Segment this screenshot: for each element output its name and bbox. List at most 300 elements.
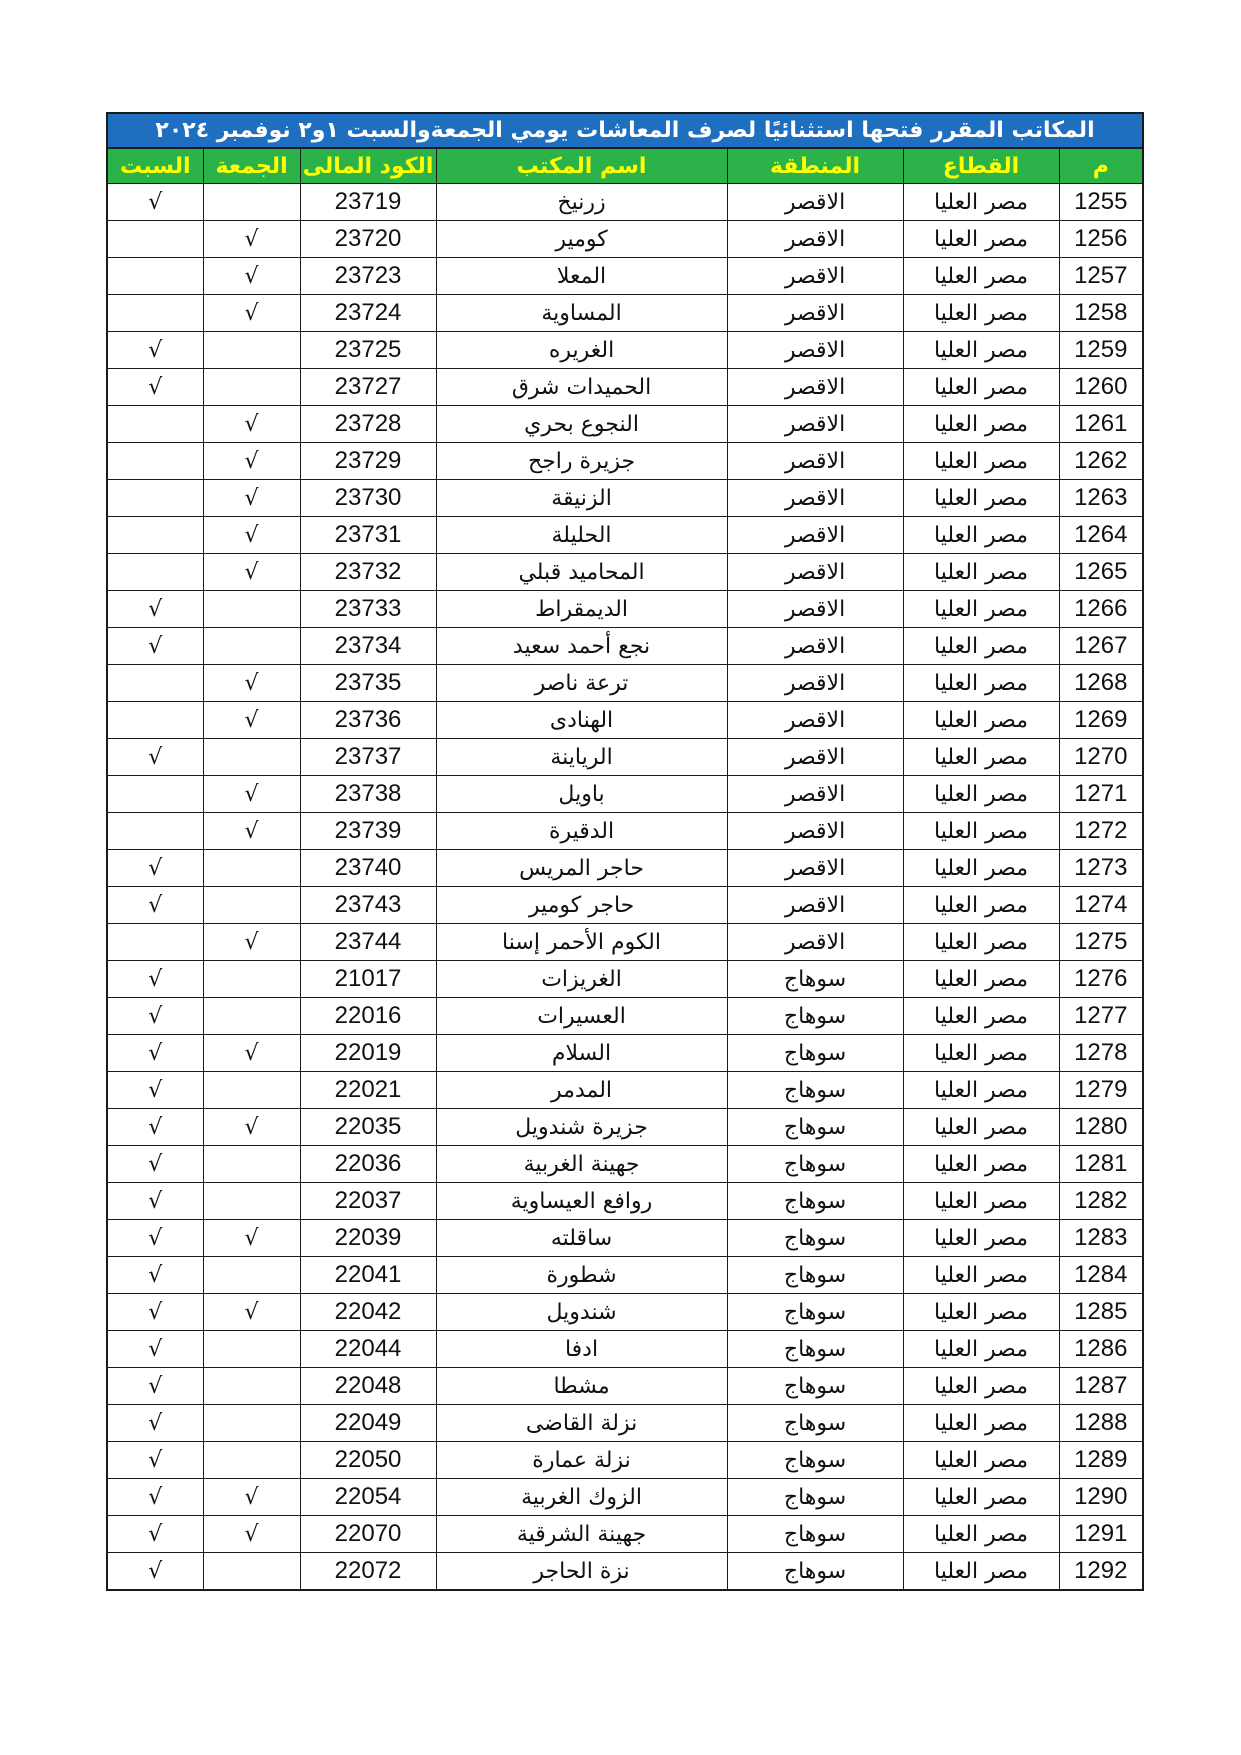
cell-sector: مصر العليا — [903, 1516, 1059, 1553]
cell-sector: مصر العليا — [903, 813, 1059, 850]
cell-saturday: √ — [107, 628, 203, 665]
cell-region: سوهاج — [727, 1183, 903, 1220]
cell-code: 21017 — [300, 961, 436, 998]
cell-office: حاجر المريس — [436, 850, 727, 887]
table-row — [107, 961, 1143, 998]
cell-num: 1263 — [1059, 480, 1143, 517]
cell-num: 1283 — [1059, 1220, 1143, 1257]
cell-code: 22054 — [300, 1479, 436, 1516]
cell-friday: √ — [203, 1220, 300, 1257]
cell-saturday: √ — [107, 998, 203, 1035]
cell-region: سوهاج — [727, 998, 903, 1035]
cell-sector: مصر العليا — [903, 443, 1059, 480]
cell-office: ترعة ناصر — [436, 665, 727, 702]
table-row — [107, 443, 1143, 480]
cell-num: 1291 — [1059, 1516, 1143, 1553]
cell-office: السلام — [436, 1035, 727, 1072]
table-row — [107, 850, 1143, 887]
table-row — [107, 813, 1143, 850]
cell-sector: مصر العليا — [903, 591, 1059, 628]
table-row — [107, 998, 1143, 1035]
cell-saturday — [107, 924, 203, 961]
cell-num: 1282 — [1059, 1183, 1143, 1220]
cell-saturday: √ — [107, 1257, 203, 1294]
cell-region: الاقصر — [727, 332, 903, 369]
cell-sector: مصر العليا — [903, 702, 1059, 739]
table-row — [107, 1553, 1143, 1591]
cell-saturday: √ — [107, 1368, 203, 1405]
cell-saturday — [107, 295, 203, 332]
cell-num: 1273 — [1059, 850, 1143, 887]
column-header-saturday: السبت — [107, 148, 203, 184]
cell-saturday: √ — [107, 850, 203, 887]
cell-region: الاقصر — [727, 369, 903, 406]
table-row — [107, 776, 1143, 813]
cell-saturday — [107, 554, 203, 591]
cell-saturday — [107, 258, 203, 295]
cell-sector: مصر العليا — [903, 1479, 1059, 1516]
cell-sector: مصر العليا — [903, 295, 1059, 332]
cell-saturday: √ — [107, 1479, 203, 1516]
table-row — [107, 887, 1143, 924]
cell-office: النجوع بحري — [436, 406, 727, 443]
cell-num: 1290 — [1059, 1479, 1143, 1516]
column-header-friday: الجمعة — [203, 148, 300, 184]
cell-friday — [203, 1072, 300, 1109]
cell-sector: مصر العليا — [903, 1146, 1059, 1183]
cell-sector: مصر العليا — [903, 1220, 1059, 1257]
cell-sector: مصر العليا — [903, 480, 1059, 517]
cell-office: نزلة القاضى — [436, 1405, 727, 1442]
cell-sector: مصر العليا — [903, 258, 1059, 295]
cell-num: 1265 — [1059, 554, 1143, 591]
cell-sector: مصر العليا — [903, 887, 1059, 924]
cell-code: 23736 — [300, 702, 436, 739]
cell-friday — [203, 184, 300, 221]
table-row — [107, 406, 1143, 443]
cell-friday — [203, 850, 300, 887]
cell-saturday — [107, 702, 203, 739]
cell-friday — [203, 1442, 300, 1479]
cell-code: 22041 — [300, 1257, 436, 1294]
table-row — [107, 369, 1143, 406]
cell-num: 1284 — [1059, 1257, 1143, 1294]
cell-saturday — [107, 443, 203, 480]
header-row — [107, 148, 1143, 184]
cell-friday: √ — [203, 702, 300, 739]
cell-region: سوهاج — [727, 1331, 903, 1368]
cell-region: الاقصر — [727, 813, 903, 850]
cell-saturday: √ — [107, 1442, 203, 1479]
cell-saturday — [107, 665, 203, 702]
table-row — [107, 628, 1143, 665]
table-row — [107, 295, 1143, 332]
cell-sector: مصر العليا — [903, 221, 1059, 258]
cell-office: المدمر — [436, 1072, 727, 1109]
cell-code: 22072 — [300, 1553, 436, 1591]
cell-region: سوهاج — [727, 1294, 903, 1331]
cell-sector: مصر العليا — [903, 1368, 1059, 1405]
cell-office: روافع العيساوية — [436, 1183, 727, 1220]
cell-region: سوهاج — [727, 1368, 903, 1405]
cell-code: 23730 — [300, 480, 436, 517]
cell-sector: مصر العليا — [903, 1442, 1059, 1479]
table-row — [107, 739, 1143, 776]
cell-friday: √ — [203, 924, 300, 961]
cell-code: 23737 — [300, 739, 436, 776]
cell-num: 1264 — [1059, 517, 1143, 554]
table-row — [107, 517, 1143, 554]
cell-code: 23724 — [300, 295, 436, 332]
cell-friday: √ — [203, 221, 300, 258]
cell-saturday: √ — [107, 369, 203, 406]
cell-friday: √ — [203, 480, 300, 517]
cell-region: سوهاج — [727, 1220, 903, 1257]
cell-friday — [203, 591, 300, 628]
offices-sheet — [106, 112, 1142, 1591]
title-row — [107, 113, 1143, 148]
cell-sector: مصر العليا — [903, 184, 1059, 221]
table-row — [107, 1072, 1143, 1109]
table-row — [107, 258, 1143, 295]
cell-code: 22070 — [300, 1516, 436, 1553]
table-row — [107, 591, 1143, 628]
cell-code: 23719 — [300, 184, 436, 221]
cell-friday — [203, 998, 300, 1035]
cell-region: الاقصر — [727, 628, 903, 665]
cell-num: 1268 — [1059, 665, 1143, 702]
cell-region: الاقصر — [727, 702, 903, 739]
cell-region: الاقصر — [727, 406, 903, 443]
cell-saturday: √ — [107, 1405, 203, 1442]
cell-friday — [203, 961, 300, 998]
table-row — [107, 1479, 1143, 1516]
table-row — [107, 1516, 1143, 1553]
cell-sector: مصر العليا — [903, 369, 1059, 406]
cell-num: 1256 — [1059, 221, 1143, 258]
cell-region: الاقصر — [727, 517, 903, 554]
cell-num: 1260 — [1059, 369, 1143, 406]
cell-code: 22042 — [300, 1294, 436, 1331]
cell-saturday: √ — [107, 1146, 203, 1183]
cell-num: 1274 — [1059, 887, 1143, 924]
cell-office: ادفا — [436, 1331, 727, 1368]
cell-office: جهينة الغربية — [436, 1146, 727, 1183]
cell-num: 1258 — [1059, 295, 1143, 332]
cell-sector: مصر العليا — [903, 1405, 1059, 1442]
cell-office: نزة الحاجر — [436, 1553, 727, 1591]
cell-friday: √ — [203, 665, 300, 702]
cell-office: المساوية — [436, 295, 727, 332]
table-row — [107, 480, 1143, 517]
cell-saturday: √ — [107, 1294, 203, 1331]
cell-code: 22049 — [300, 1405, 436, 1442]
cell-code: 23720 — [300, 221, 436, 258]
cell-friday — [203, 1183, 300, 1220]
cell-sector: مصر العليا — [903, 1035, 1059, 1072]
cell-code: 22037 — [300, 1183, 436, 1220]
cell-office: المحاميد قبلي — [436, 554, 727, 591]
cell-friday: √ — [203, 295, 300, 332]
cell-code: 23739 — [300, 813, 436, 850]
cell-num: 1292 — [1059, 1553, 1143, 1591]
cell-num: 1286 — [1059, 1331, 1143, 1368]
column-header-num: م — [1059, 148, 1143, 184]
cell-saturday: √ — [107, 591, 203, 628]
cell-friday: √ — [203, 1109, 300, 1146]
cell-region: الاقصر — [727, 739, 903, 776]
cell-sector: مصر العليا — [903, 1294, 1059, 1331]
cell-region: سوهاج — [727, 1146, 903, 1183]
cell-friday — [203, 369, 300, 406]
cell-office: ساقلته — [436, 1220, 727, 1257]
cell-code: 23740 — [300, 850, 436, 887]
cell-num: 1257 — [1059, 258, 1143, 295]
cell-region: سوهاج — [727, 1109, 903, 1146]
cell-sector: مصر العليا — [903, 406, 1059, 443]
cell-saturday: √ — [107, 1331, 203, 1368]
cell-saturday: √ — [107, 961, 203, 998]
cell-region: سوهاج — [727, 1516, 903, 1553]
cell-region: سوهاج — [727, 1479, 903, 1516]
cell-office: جزيرة راجح — [436, 443, 727, 480]
cell-friday: √ — [203, 1035, 300, 1072]
table-row — [107, 184, 1143, 221]
cell-saturday — [107, 221, 203, 258]
cell-sector: مصر العليا — [903, 554, 1059, 591]
cell-friday — [203, 739, 300, 776]
cell-code: 22050 — [300, 1442, 436, 1479]
cell-friday: √ — [203, 776, 300, 813]
cell-code: 23731 — [300, 517, 436, 554]
cell-num: 1272 — [1059, 813, 1143, 850]
cell-office: الحميدات شرق — [436, 369, 727, 406]
cell-office: الدقيرة — [436, 813, 727, 850]
cell-office: المعلا — [436, 258, 727, 295]
cell-friday: √ — [203, 258, 300, 295]
cell-num: 1271 — [1059, 776, 1143, 813]
cell-office: العسيرات — [436, 998, 727, 1035]
cell-saturday: √ — [107, 332, 203, 369]
cell-num: 1287 — [1059, 1368, 1143, 1405]
cell-region: سوهاج — [727, 1553, 903, 1591]
table-row — [107, 665, 1143, 702]
cell-num: 1276 — [1059, 961, 1143, 998]
cell-friday: √ — [203, 1479, 300, 1516]
cell-office: الهنادى — [436, 702, 727, 739]
cell-office: نجع أحمد سعيد — [436, 628, 727, 665]
cell-region: سوهاج — [727, 1035, 903, 1072]
table-row — [107, 332, 1143, 369]
cell-region: الاقصر — [727, 184, 903, 221]
table-body — [107, 184, 1143, 1591]
cell-office: الكوم الأحمر إسنا — [436, 924, 727, 961]
cell-code: 23738 — [300, 776, 436, 813]
table-row — [107, 924, 1143, 961]
table-row — [107, 1331, 1143, 1368]
cell-saturday: √ — [107, 1072, 203, 1109]
cell-code: 23723 — [300, 258, 436, 295]
column-header-region: المنطقة — [727, 148, 903, 184]
cell-saturday — [107, 813, 203, 850]
cell-code: 23728 — [300, 406, 436, 443]
cell-code: 22019 — [300, 1035, 436, 1072]
cell-office: الزنيقة — [436, 480, 727, 517]
cell-region: سوهاج — [727, 1072, 903, 1109]
cell-num: 1289 — [1059, 1442, 1143, 1479]
cell-saturday: √ — [107, 1183, 203, 1220]
cell-num: 1259 — [1059, 332, 1143, 369]
cell-sector: مصر العليا — [903, 998, 1059, 1035]
cell-num: 1281 — [1059, 1146, 1143, 1183]
cell-saturday: √ — [107, 887, 203, 924]
cell-code: 22039 — [300, 1220, 436, 1257]
cell-friday — [203, 1146, 300, 1183]
cell-office: مشطا — [436, 1368, 727, 1405]
column-header-sector: القطاع — [903, 148, 1059, 184]
table-row — [107, 1442, 1143, 1479]
cell-num: 1262 — [1059, 443, 1143, 480]
cell-region: سوهاج — [727, 1442, 903, 1479]
table-row — [107, 1294, 1143, 1331]
cell-num: 1266 — [1059, 591, 1143, 628]
cell-saturday: √ — [107, 1109, 203, 1146]
cell-code: 23743 — [300, 887, 436, 924]
cell-friday — [203, 1405, 300, 1442]
cell-num: 1288 — [1059, 1405, 1143, 1442]
cell-friday — [203, 1368, 300, 1405]
cell-code: 22035 — [300, 1109, 436, 1146]
cell-office: الغريزات — [436, 961, 727, 998]
cell-friday — [203, 887, 300, 924]
cell-office: الزوك الغربية — [436, 1479, 727, 1516]
cell-sector: مصر العليا — [903, 924, 1059, 961]
cell-region: الاقصر — [727, 554, 903, 591]
page-title: المكاتب المقرر فتحها استثنائيًا لصرف المعاشات يومي الجمعةوالسبت ١و٢ نوفمبر ٢٠٢٤ — [107, 113, 1143, 148]
cell-office: باويل — [436, 776, 727, 813]
cell-code: 23735 — [300, 665, 436, 702]
cell-num: 1270 — [1059, 739, 1143, 776]
table-row — [107, 1183, 1143, 1220]
cell-num: 1275 — [1059, 924, 1143, 961]
table-row — [107, 1257, 1143, 1294]
cell-friday — [203, 332, 300, 369]
cell-friday — [203, 1331, 300, 1368]
cell-saturday: √ — [107, 1035, 203, 1072]
cell-code: 23744 — [300, 924, 436, 961]
table-row — [107, 221, 1143, 258]
cell-num: 1279 — [1059, 1072, 1143, 1109]
cell-sector: مصر العليا — [903, 665, 1059, 702]
cell-sector: مصر العليا — [903, 332, 1059, 369]
cell-friday: √ — [203, 517, 300, 554]
table-row — [107, 1035, 1143, 1072]
cell-saturday — [107, 517, 203, 554]
cell-friday: √ — [203, 554, 300, 591]
cell-sector: مصر العليا — [903, 1553, 1059, 1591]
table-row — [107, 1109, 1143, 1146]
offices-table — [106, 112, 1144, 1591]
cell-friday — [203, 1257, 300, 1294]
table-row — [107, 1405, 1143, 1442]
cell-sector: مصر العليا — [903, 850, 1059, 887]
cell-sector: مصر العليا — [903, 1331, 1059, 1368]
cell-region: الاقصر — [727, 591, 903, 628]
cell-code: 22016 — [300, 998, 436, 1035]
cell-code: 23725 — [300, 332, 436, 369]
cell-num: 1278 — [1059, 1035, 1143, 1072]
cell-friday — [203, 628, 300, 665]
cell-region: الاقصر — [727, 295, 903, 332]
cell-friday: √ — [203, 1294, 300, 1331]
cell-office: جزيرة شندويل — [436, 1109, 727, 1146]
cell-sector: مصر العليا — [903, 1072, 1059, 1109]
cell-friday: √ — [203, 813, 300, 850]
cell-office: زرنيخ — [436, 184, 727, 221]
cell-code: 22021 — [300, 1072, 436, 1109]
cell-region: الاقصر — [727, 776, 903, 813]
cell-code: 22048 — [300, 1368, 436, 1405]
cell-friday — [203, 1553, 300, 1591]
cell-saturday: √ — [107, 1516, 203, 1553]
cell-region: الاقصر — [727, 924, 903, 961]
cell-region: الاقصر — [727, 258, 903, 295]
cell-saturday: √ — [107, 739, 203, 776]
cell-sector: مصر العليا — [903, 1109, 1059, 1146]
cell-sector: مصر العليا — [903, 1257, 1059, 1294]
table-row — [107, 1368, 1143, 1405]
cell-region: الاقصر — [727, 850, 903, 887]
table-row — [107, 554, 1143, 591]
cell-saturday — [107, 776, 203, 813]
cell-sector: مصر العليا — [903, 961, 1059, 998]
cell-office: الغريره — [436, 332, 727, 369]
cell-code: 23733 — [300, 591, 436, 628]
cell-code: 23729 — [300, 443, 436, 480]
cell-office: جهينة الشرقية — [436, 1516, 727, 1553]
cell-region: الاقصر — [727, 443, 903, 480]
cell-saturday: √ — [107, 1220, 203, 1257]
cell-saturday — [107, 480, 203, 517]
cell-sector: مصر العليا — [903, 739, 1059, 776]
cell-code: 22036 — [300, 1146, 436, 1183]
cell-code: 23734 — [300, 628, 436, 665]
cell-office: الحليلة — [436, 517, 727, 554]
cell-friday: √ — [203, 443, 300, 480]
cell-office: كومير — [436, 221, 727, 258]
cell-sector: مصر العليا — [903, 517, 1059, 554]
cell-sector: مصر العليا — [903, 628, 1059, 665]
column-header-office: اسم المكتب — [436, 148, 727, 184]
cell-friday: √ — [203, 1516, 300, 1553]
cell-region: سوهاج — [727, 1257, 903, 1294]
cell-num: 1269 — [1059, 702, 1143, 739]
cell-saturday: √ — [107, 1553, 203, 1591]
cell-office: حاجر كومير — [436, 887, 727, 924]
cell-sector: مصر العليا — [903, 1183, 1059, 1220]
cell-sector: مصر العليا — [903, 776, 1059, 813]
cell-region: الاقصر — [727, 665, 903, 702]
cell-office: شطورة — [436, 1257, 727, 1294]
cell-num: 1267 — [1059, 628, 1143, 665]
cell-friday: √ — [203, 406, 300, 443]
cell-code: 23732 — [300, 554, 436, 591]
cell-region: الاقصر — [727, 887, 903, 924]
column-header-code: الكود المالى — [300, 148, 436, 184]
cell-saturday: √ — [107, 184, 203, 221]
cell-num: 1255 — [1059, 184, 1143, 221]
cell-region: الاقصر — [727, 221, 903, 258]
